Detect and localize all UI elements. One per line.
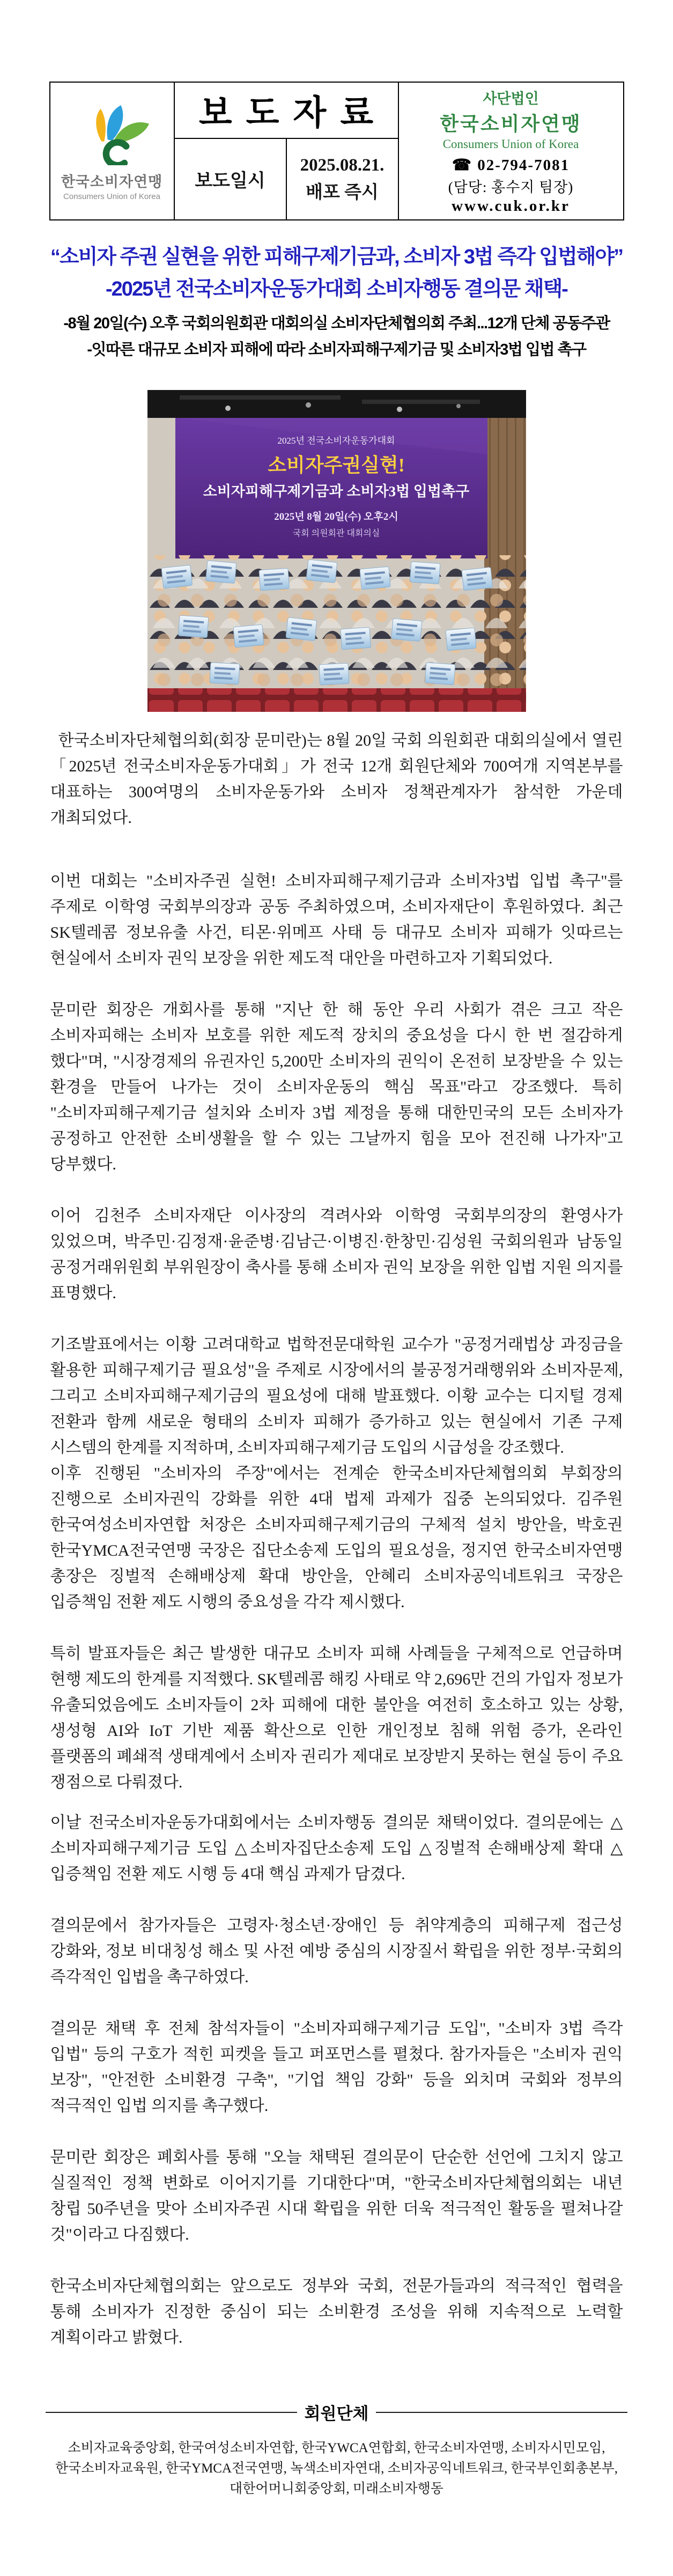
- body-paragraph: 기조발표에서는 이황 고려대학교 법학전문대학원 교수가 "공정거래법상 과징금을 활용한 피해구제기금 필요성"을 주제로 시장에서의 불공정거래행위와 소비자문제, 그리고 소비자피해구제기금의 필요성에 대해 발표했다. 이황 교수는 디지털 경제 전환과 함께 새로운 형태의 소비자 피해가 증가하고 있는 현실에서 기존 구제 시스템의 한계를 지적하며, 소비자피해구제기금 도입의 시급성을 강조했다.: [50, 1336, 623, 1456]
- release-timing: 배포 즉시: [306, 182, 379, 202]
- member-list-line: 소비자교육중앙회, 한국여성소비자연합, 한국YWCA연합회, 한국소비자연맹, 소비자시민모임,: [68, 2441, 605, 2455]
- body-paragraph: 이후 진행된 "소비자의 주장"에서는 전계순 한국소비자단체협의회 부회장의 진행으로 소비자권익 강화를 위한 4대 법제 과제가 집중 논의되었다. 김주원 한국여성소비자연합 처장은 소비자피해구제기금의 구체적 설치 방안을, 박호권 한국YMCA전국연맹 국장은 집단소송제 도입의 필요성을, 정지연 한국소비자연맹 총장은 징벌적 손해배상제 확대 방안을, 안혜리 소비자공익네트워크 국장은 입증책임 전환 제도 시행의 중요성을 각각 제시했다.: [50, 1464, 623, 1611]
- member-organizations: [0, 2438, 673, 2499]
- body-paragraph: 특히 발표자들은 최근 발생한 대규모 소비자 피해 사례들을 구체적으로 언급하며 현행 제도의 한계를 지적했다. SK텔레콤 해킹 사태로 약 2,696만 건의 가입자 정보가 유출되었음에도 소비자들이 2차 피해에 대한 불안을 여전히 호소하고 있는 상황, 생성형 AI와 IoT 기반 제품 확산으로 인한 개인정보 침해 위험 증가, 온라인 플랫폼의 폐쇄적 생태계에서 소비자 권리가 제대로 보장받지 못하는 현실 등이 주요 쟁점으로 다뤄졌다.: [50, 1645, 623, 1791]
- member-list-line: 한국소비자교육원, 한국YMCA전국연맹, 녹색소비자연대, 소비자공익네트워크, 한국부인회총본부,: [55, 2461, 618, 2476]
- headline-line1: “소비자 주권 실현을 위한 피해구제기금과, 소비자 3법 즉각 입법해야”: [50, 246, 623, 268]
- body-paragraph: 한국소비자단체협의회는 앞으로도 정부와 국회, 전문가들과의 적극적인 협력을 통해 소비자가 진정한 중심이 되는 소비환경 조성을 위해 지속적으로 노력할 계획이라고 밝혔다.: [50, 2277, 623, 2346]
- release-date-label-cell: [174, 138, 286, 220]
- banner-venue: 국회 의원회관 대회의실: [292, 529, 380, 538]
- divider-rule-left: [46, 2412, 297, 2413]
- logo-org-name-kr: 한국소비자연맹: [61, 174, 163, 190]
- body-paragraph: 결의문에서 참가자들은 고령자·청소년·장애인 등 취약계층의 피해구제 접근성 강화와, 정보 비대칭성 해소 및 사전 예방 중심의 시장질서 확립을 위한 정부·국회의 즉각적인 입법을 촉구하였다.: [50, 1917, 623, 1986]
- org-logo-cell: [50, 82, 174, 220]
- headline-line2: -2025년 전국소비자운동가대회 소비자행동 결의문 채택-: [106, 278, 567, 300]
- org-type: 사단법인: [483, 91, 539, 107]
- subhead-line1: -8월 20일(수) 오후 국회의원회관 대회의실 소비자단체협의회 주최...12개 단체 공동주관: [63, 315, 610, 332]
- article-body: [50, 728, 623, 2351]
- member-list-line: 대한어머니회중앙회, 미래소비자행동: [230, 2482, 443, 2496]
- body-paragraph: 문미란 회장은 폐회사를 통해 "오늘 채택된 결의문이 단순한 선언에 그치지 않고 실질적인 정책 변화로 이어지기를 기대한다"며, "한국소비자단체협의회는 내년 창립 50주년을 맞아 소비자주권 시대 확립을 위한 더욱 적극적인 활동을 펼쳐나갈 것"이라고 다짐했다.: [50, 2148, 623, 2243]
- org-website: www.cuk.or.kr: [452, 197, 570, 215]
- org-name-en: Consumers Union of Korea: [442, 137, 579, 151]
- org-phone: ☎ 02-794-7081: [452, 157, 570, 174]
- press-release-title: 보도자료: [198, 94, 388, 133]
- org-name: 한국소비자연맹: [440, 113, 582, 135]
- subhead-line2: -잇따른 대규모 소비자 피해에 따라 소비자피해구제기금 및 소비자3법 입법 촉구: [87, 341, 586, 358]
- divider-rule-right: [376, 2412, 627, 2413]
- banner-date: 2025년 8월 20일(수) 오후2시: [273, 511, 398, 522]
- event-photo: [147, 390, 526, 712]
- banner-top-text: 2025년 전국소비자운동가대회: [277, 436, 395, 446]
- body-paragraph: 문미란 회장은 개회사를 통해 "지난 한 해 동안 우리 사회가 겪은 크고 작은 소비자피해는 소비자 보호를 위한 제도적 장치의 중요성을 다시 한 번 절감하게 했다"며, "시장경제의 유권자인 5,200만 소비자의 권익이 온전히 보장받을 수 있는 환경을 만들어 나가는 것이 소비자운동의 핵심 목표"라고 강조했다. 특히 "소비자피해구제기금 설치와 소비자 3법 제정을 통해 대한민국의 모든 소비자가 공정하고 안전한 소비생활을 할 수 있는 그날까지 힘을 모아 전진해 나가자"고 당부했다.: [50, 1001, 623, 1173]
- release-date: 2025.08.21.: [300, 155, 384, 175]
- org-contact-person: (담당: 홍수지 팀장): [448, 179, 574, 195]
- header-table: [49, 82, 624, 220]
- banner-headline2: 소비자피해구제기금과 소비자3법 입법촉구: [203, 483, 469, 499]
- body-paragraph: 이날 전국소비자운동가대회에서는 소비자행동 결의문 채택이었다. 결의문에는 △소비자피해구제기금 도입 △소비자집단소송제 도입 △징벌적 손해배상제 확대 △입증책임 전환 제도 시행 등 4대 핵심 과제가 담겼다.: [50, 1814, 623, 1883]
- org-info-cell: [398, 82, 624, 220]
- press-release-cell: [174, 82, 398, 138]
- member-divider: [46, 2400, 627, 2424]
- body-paragraph: 한국소비자단체협의회(회장 문미란)는 8월 20일 국회 의원회관 대회의실에서 열린 「2025년 전국소비자운동가대회」가 전국 12개 회원단체와 700여개 지역본부를 대표하는 300여명의 소비자운동가와 소비자 정책관계자가 참석한 가운데 개최되었다.: [50, 732, 623, 827]
- logo-org-name-en: Consumers Union of Korea: [63, 192, 160, 201]
- body-paragraph: 이번 대회는 "소비자주권 실현! 소비자피해구제기금과 소비자3법 입법 촉구"를 주제로 이학영 국회부의장과 공동 주최하였으며, 소비자재단이 후원하였다. 최근 SK텔레콤 정보유출 사건, 티몬·위메프 사태 등 대규모 소비자 피해가 잇따르는 현실에서 소비자 권익 보장을 위한 제도적 대안을 마련하고자 기획되었다.: [50, 872, 623, 967]
- release-date-label: 보도일시: [195, 171, 265, 192]
- headline-block: [0, 241, 673, 363]
- cuk-logo-icon: [66, 158, 158, 167]
- body-paragraph: 이어 김천주 소비자재단 이사장의 격려사와 이학영 국회부의장의 환영사가 있었으며, 박주민·김정재·윤준병·김남근·이병진·한창민·김성원 국회의원과 남동일 공정거래위원회 부위원장이 축사를 통해 소비자 권익 보장을 위한 입법 지원 의지를 표명했다.: [50, 1207, 623, 1302]
- member-divider-label: 회원단체: [304, 2404, 369, 2423]
- body-paragraph: 결의문 채택 후 전체 참석자들이 "소비자피해구제기금 도입", "소비자 3법 즉각 입법" 등의 구호가 적힌 피켓을 들고 퍼포먼스를 펼쳤다. 참가자들은 "소비자 권익 보장", "안전한 소비환경 구축", "기업 책임 강화" 등을 외치며 국회와 정부의 적극적인 입법 의지를 촉구했다.: [50, 2020, 623, 2115]
- banner-headline1: 소비자주권실현!: [267, 454, 405, 476]
- release-date-value-cell: [286, 138, 398, 220]
